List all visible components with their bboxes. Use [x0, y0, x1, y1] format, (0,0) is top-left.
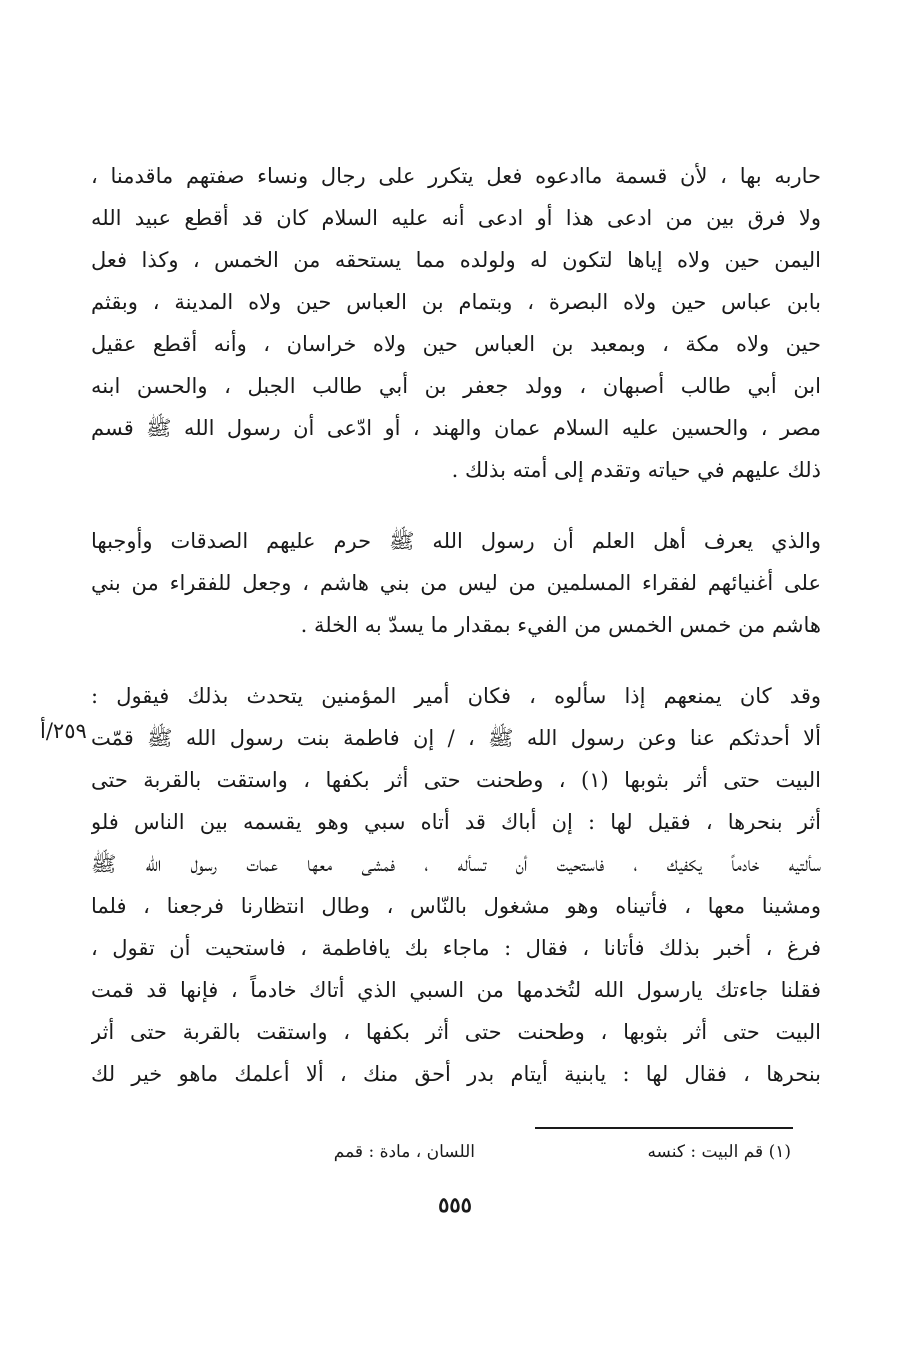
text-line: ولا فرق بين من ادعى هذا أو ادعى أنه عليه السلام كان قد أقطع عبيد الله [91, 206, 821, 230]
text-line: ومشينا معها ، فأتيناه وهو مشغول بالنّاس ، وطال انتظارنا فرجعنا ، فلما [91, 894, 821, 918]
footnote-text: (١) قم البيت : كنسه [647, 1142, 791, 1162]
footnote-divider [535, 1127, 793, 1129]
text-line: اليمن حين ولاه إياها لتكون له ولولده مما يستحقه من الخمس ، وكذا فعل [91, 248, 821, 272]
text-line: بنحرها ، فقال لها : يابنية أيتام بدر أحق منك ، ألا أعلمك ماهو خير لك [91, 1062, 821, 1086]
text-line: ألا أحدثكم عنا وعن رسول الله ﷺ ، / إن فاطمة بنت رسول الله ﷺ قمّت [91, 726, 821, 750]
text-line: على أغنيائهم لفقراء المسلمين من ليس من بني هاشم ، وجعل للفقراء من بني [91, 571, 821, 595]
text-line: سألتيه خادماً يكفيك ، فاستحيت أن تسأله ، فمشى معها عمات رسول الله ﷺ [91, 852, 821, 876]
page-number: ٥٥٥ [438, 1192, 472, 1217]
text-line: ابن أبي طالب أصبهان ، وولد جعفر بن أبي طالب الجبل ، والحسن ابنه [91, 374, 821, 398]
text-line: البيت حتى أثر بثوبها (١) ، وطحنت حتى أثر بكفها ، واستقت بالقربة حتى [91, 768, 821, 792]
text-line: البيت حتى أثر بثوبها ، وطحنت حتى أثر بكفها ، واستقت بالقربة حتى أثر [91, 1020, 821, 1044]
text-line: والذي يعرف أهل العلم أن رسول الله ﷺ حرم عليهم الصدقات وأوجبها [91, 529, 821, 553]
text-line: أثر بنحرها ، فقيل لها : إن أباك قد أتاه سبي وهو يقسمه بين الناس فلو [91, 810, 821, 834]
text-line: ذلك عليهم في حياته وتقدم إلى أمته بذلك . [451, 458, 821, 482]
text-line: حين ولاه مكة ، وبمعبد بن العباس حين ولاه خراسان ، وأنه أقطع عقيل [91, 332, 821, 356]
paragraph-3 [91, 675, 821, 1095]
paragraph-2 [91, 520, 821, 646]
footnote-source: اللسان ، مادة : قمم [333, 1142, 475, 1162]
text-line: بابن عباس حين ولاه البصرة ، وبتمام بن العباس حين ولاه المدينة ، وبقثم [91, 290, 821, 314]
text-line: مصر ، والحسين عليه السلام عمان والهند ، أو ادّعى أن رسول الله ﷺ قسم [91, 416, 821, 440]
paragraph-1 [91, 155, 821, 491]
manuscript-folio-marker: ٢٥٩/أ [40, 719, 87, 743]
text-line: فرغ ، أخبر بذلك فأتانا ، فقال : ماجاء بك يافاطمة ، فاستحيت أن تقول ، [91, 936, 821, 960]
text-line: وقد كان يمنعهم إذا سألوه ، فكان أمير المؤمنين يتحدث بذلك فيقول : [91, 684, 821, 708]
text-line: حاربه بها ، لأن قسمة ماادعوه فعل يتكرر على رجال ونساء صفتهم ماقدمنا ، [91, 164, 821, 188]
text-line: فقلنا جاءتك يارسول الله لتُخدمها من السبي الذي أتاك خادماً ، فإنها قد قمت [91, 978, 821, 1002]
text-line: هاشم من خمس الخمس من الفيء بمقدار ما يسدّ به الخلة . [300, 613, 821, 637]
